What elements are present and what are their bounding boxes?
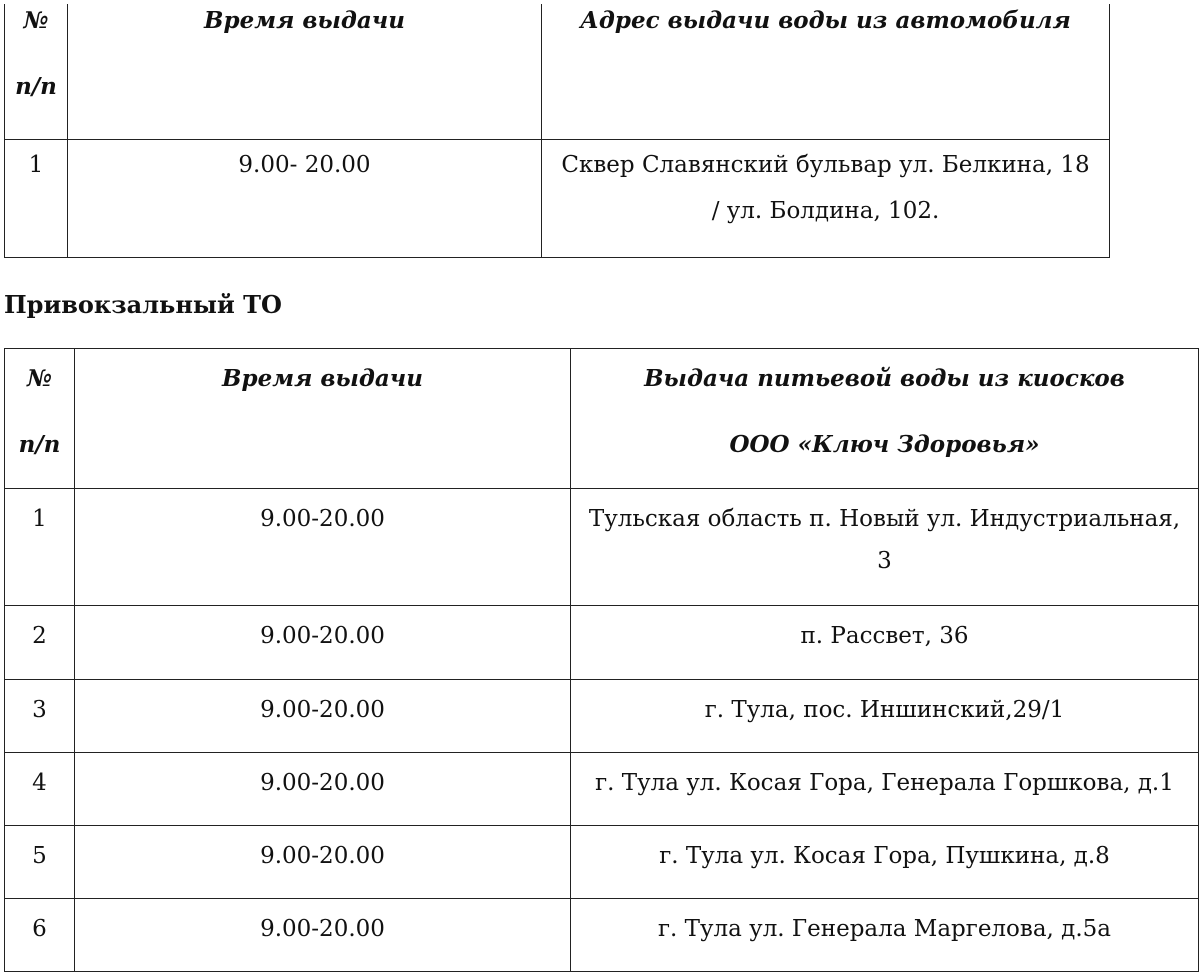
table-header-row: [5, 4, 1110, 139]
header-number-line2: п/п: [18, 431, 61, 458]
cell-time: 9.00-20.00: [75, 899, 571, 972]
cell-address: п. Рассвет, 36: [571, 606, 1199, 680]
table-header-row: [5, 349, 1199, 489]
header-number: [5, 349, 75, 489]
header-gap: [5, 38, 67, 70]
table-row: [5, 139, 1110, 257]
cell-number: 1: [5, 489, 75, 606]
cell-address: г. Тула ул. Косая Гора, Генерала Горшкова, д.1: [571, 753, 1199, 826]
cell-address: г. Тула ул. Косая Гора, Пушкина, д.8: [571, 826, 1199, 899]
cell-address: г. Тула, пос. Иншинский,29/1: [571, 680, 1199, 753]
cell-number: 5: [5, 826, 75, 899]
address-line2: / ул. Болдина, 102.: [711, 197, 940, 224]
header-address: [571, 349, 1199, 489]
table-row: [5, 753, 1199, 826]
header-number-line2: п/п: [15, 73, 57, 100]
table-row: [5, 826, 1199, 899]
cell-number: 6: [5, 899, 75, 972]
cell-address: г. Тула ул. Генерала Маргелова, д.5а: [571, 899, 1199, 972]
address-line2: 3: [877, 548, 892, 574]
cell-number: 2: [5, 606, 75, 680]
header-number: [5, 4, 68, 139]
cell-number: 4: [5, 753, 75, 826]
header-address: Адрес выдачи воды из автомобиля: [542, 4, 1110, 139]
header-time: Время выдачи: [75, 349, 571, 489]
cell-time: 9.00-20.00: [75, 826, 571, 899]
cell-time: 9.00-20.00: [75, 753, 571, 826]
table-row: [5, 680, 1199, 753]
water-truck-schedule-table: [4, 4, 1110, 258]
table-row: [5, 899, 1199, 972]
cell-time: 9.00-20.00: [75, 680, 571, 753]
cell-time: 9.00- 20.00: [68, 139, 542, 257]
table-row: [5, 606, 1199, 680]
header-number-line1: №: [27, 365, 52, 392]
cell-address: [571, 489, 1199, 606]
header-number-line1: №: [23, 7, 49, 34]
cell-number: 1: [5, 139, 68, 257]
cell-number: 3: [5, 680, 75, 753]
section-heading: Привокзальный ТО: [4, 290, 282, 319]
header-address-line2: ООО «Ключ Здоровья»: [729, 431, 1040, 458]
cell-time: 9.00-20.00: [75, 606, 571, 680]
kiosk-schedule-table: [4, 348, 1199, 972]
address-line1: Сквер Славянский бульвар ул. Белкина, 18: [561, 151, 1090, 178]
cell-address: [542, 139, 1110, 257]
header-address-line1: Выдача питьевой воды из киосков: [644, 365, 1125, 392]
address-line1: Тульская область п. Новый ул. Индустриальная,: [588, 506, 1181, 532]
cell-time: 9.00-20.00: [75, 489, 571, 606]
header-time: Время выдачи: [68, 4, 542, 139]
table-row: [5, 489, 1199, 606]
